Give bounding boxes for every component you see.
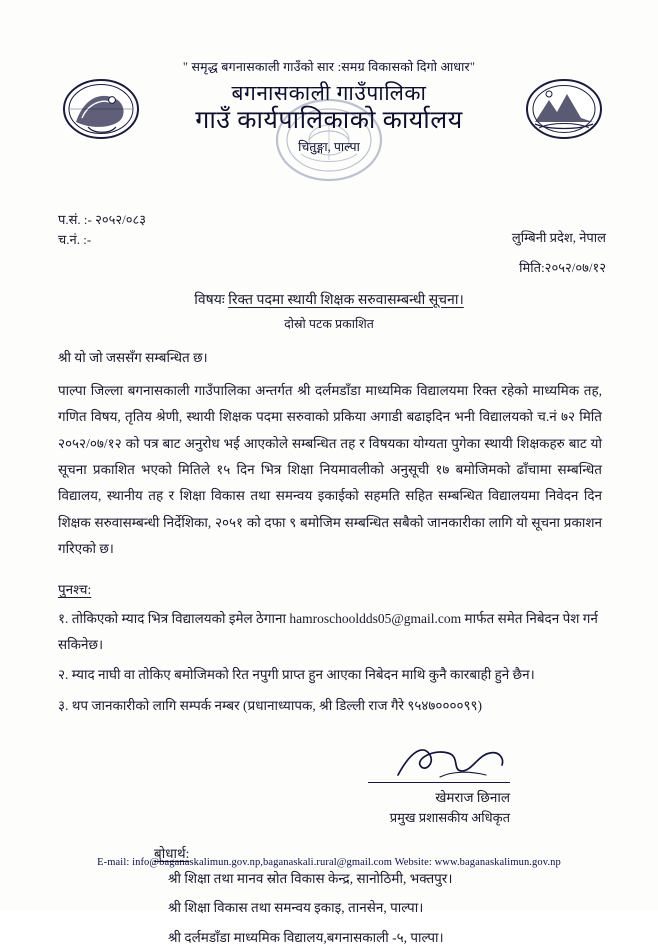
office-name: गाउँ कार्यपालिकाको कार्यालय	[195, 107, 463, 135]
cc-title: बोधार्थ:	[154, 845, 190, 861]
subject-label: विषयः	[194, 293, 225, 308]
main-paragraph: पाल्पा जिल्ला बगनासकाली गाउँपालिका अन्तर्गत श्री दर्लमडाँडा माध्यमिक विद्यालयमा रिक्त रहेको माध्यमिक तह, गणित विषय, तृतिय श्रेणी, स्थायी शिक्षक पदमा सरुवाको प्रकिया अगाडी बढाइदिन भनी विद्यालयको च.नं ७२ मिति २०५२/०७/१२ को पत्र बाट अनुरोध भई आएकोले सम्बन्धित तह र विषयका योग्यता पुगेका स्थायी शिक्षकहरु बाट यो सूचना प्रकाशित भएको मितिले १५ दिन भित्र शिक्षा नियमावलीको अनुसूची १७ बमोजिमको ढाँचामा सम्बन्धित विद्यालय, स्थानीय तह र शिक्षा विकास तथा समन्वय इकाईको सहमति सहित सम्बन्धित विद्यालयमा निवेदन दिन शिक्षक सरुवासम्बन्धी निर्देशिका, २०५१ को दफा ९ बमोजिम सम्बन्धित सबैको जानकारीका लागि यो सूचना प्रकाशन गरिएको छ।	[58, 383, 602, 556]
list-item: २. म्याद नाघी वा तोकिए बमोजिमको रित नपुगी प्राप्त हुन आएका निबेदन माथि कुनै कारबाही हुने छैन।	[58, 667, 535, 683]
signatory-designation: प्रमुख प्रशासकीय अधिकृत	[389, 809, 510, 825]
list-item: श्री दर्लमडाँडा माध्यमिक विद्यालय,बगनासकाली -५, पाल्पा।	[168, 930, 444, 946]
subject-text: रिक्त पदमा स्थायी शिक्षक सरुवासम्बन्धी सूचना।	[228, 293, 464, 308]
document-footer: E-mail: info@baganaskalimun.gov.np,baganaskali.rural@gmail.com Website: www.baganaskalimun.gov.np	[97, 857, 561, 868]
signatory-name: खेमराज छिनाल	[435, 789, 510, 805]
salutation: श्री यो जो जससँग सम्बन्धित छ।	[58, 350, 208, 365]
handwritten-signature-icon	[390, 741, 510, 783]
document-header	[0, 0, 658, 208]
subject-line	[194, 290, 464, 309]
municipality-slogan: " समृद्ध बगनासकाली गाउँको सार :समग्र विकासको दिगो आधार"	[182, 60, 476, 74]
reference-numbers	[58, 210, 146, 250]
organization-name: बगनासकाली गाउँपालिका	[231, 81, 427, 105]
second-publication-note: दोस्रो पटक प्रकाशित	[284, 317, 374, 331]
chalani-number: च.नं. :-	[58, 232, 92, 248]
document-date: मिति:२०५२/०७/१२	[519, 260, 606, 275]
list-item: ३. थप जानकारीको लागि सम्पर्क नम्बर (प्रधानाध्यापक, श्री डिल्ली राज गैरे ९५४७००००९९)	[58, 698, 483, 714]
list-item: श्री शिक्षा तथा मानव स्रोत विकास केन्द्र, सानोठिमी, भक्तपुर।	[168, 870, 453, 886]
list-item: श्री शिक्षा विकास तथा समन्वय इकाइ, तानसेन, पाल्पा।	[168, 900, 424, 916]
list-item: १. तोकिएको म्याद भित्र विद्यालयको इमेल ठेगाना hamroschooldds05@gmail.com मार्फत समेत निबेदन पेश गर्न सकिनेछ।	[58, 611, 598, 652]
province-label: लुम्बिनी प्रदेश, नेपाल	[511, 230, 606, 245]
punascha-label: पुनश्च:	[58, 582, 92, 598]
signature-block	[58, 741, 602, 826]
header-text-block	[109, 58, 549, 155]
subject-block	[0, 290, 658, 332]
patra-number: प.सं. :- २०५२/०८३	[58, 212, 147, 227]
office-address: चितुङ्गा, पाल्पा	[298, 140, 360, 155]
reference-row	[0, 210, 658, 275]
notes-list	[58, 606, 602, 719]
